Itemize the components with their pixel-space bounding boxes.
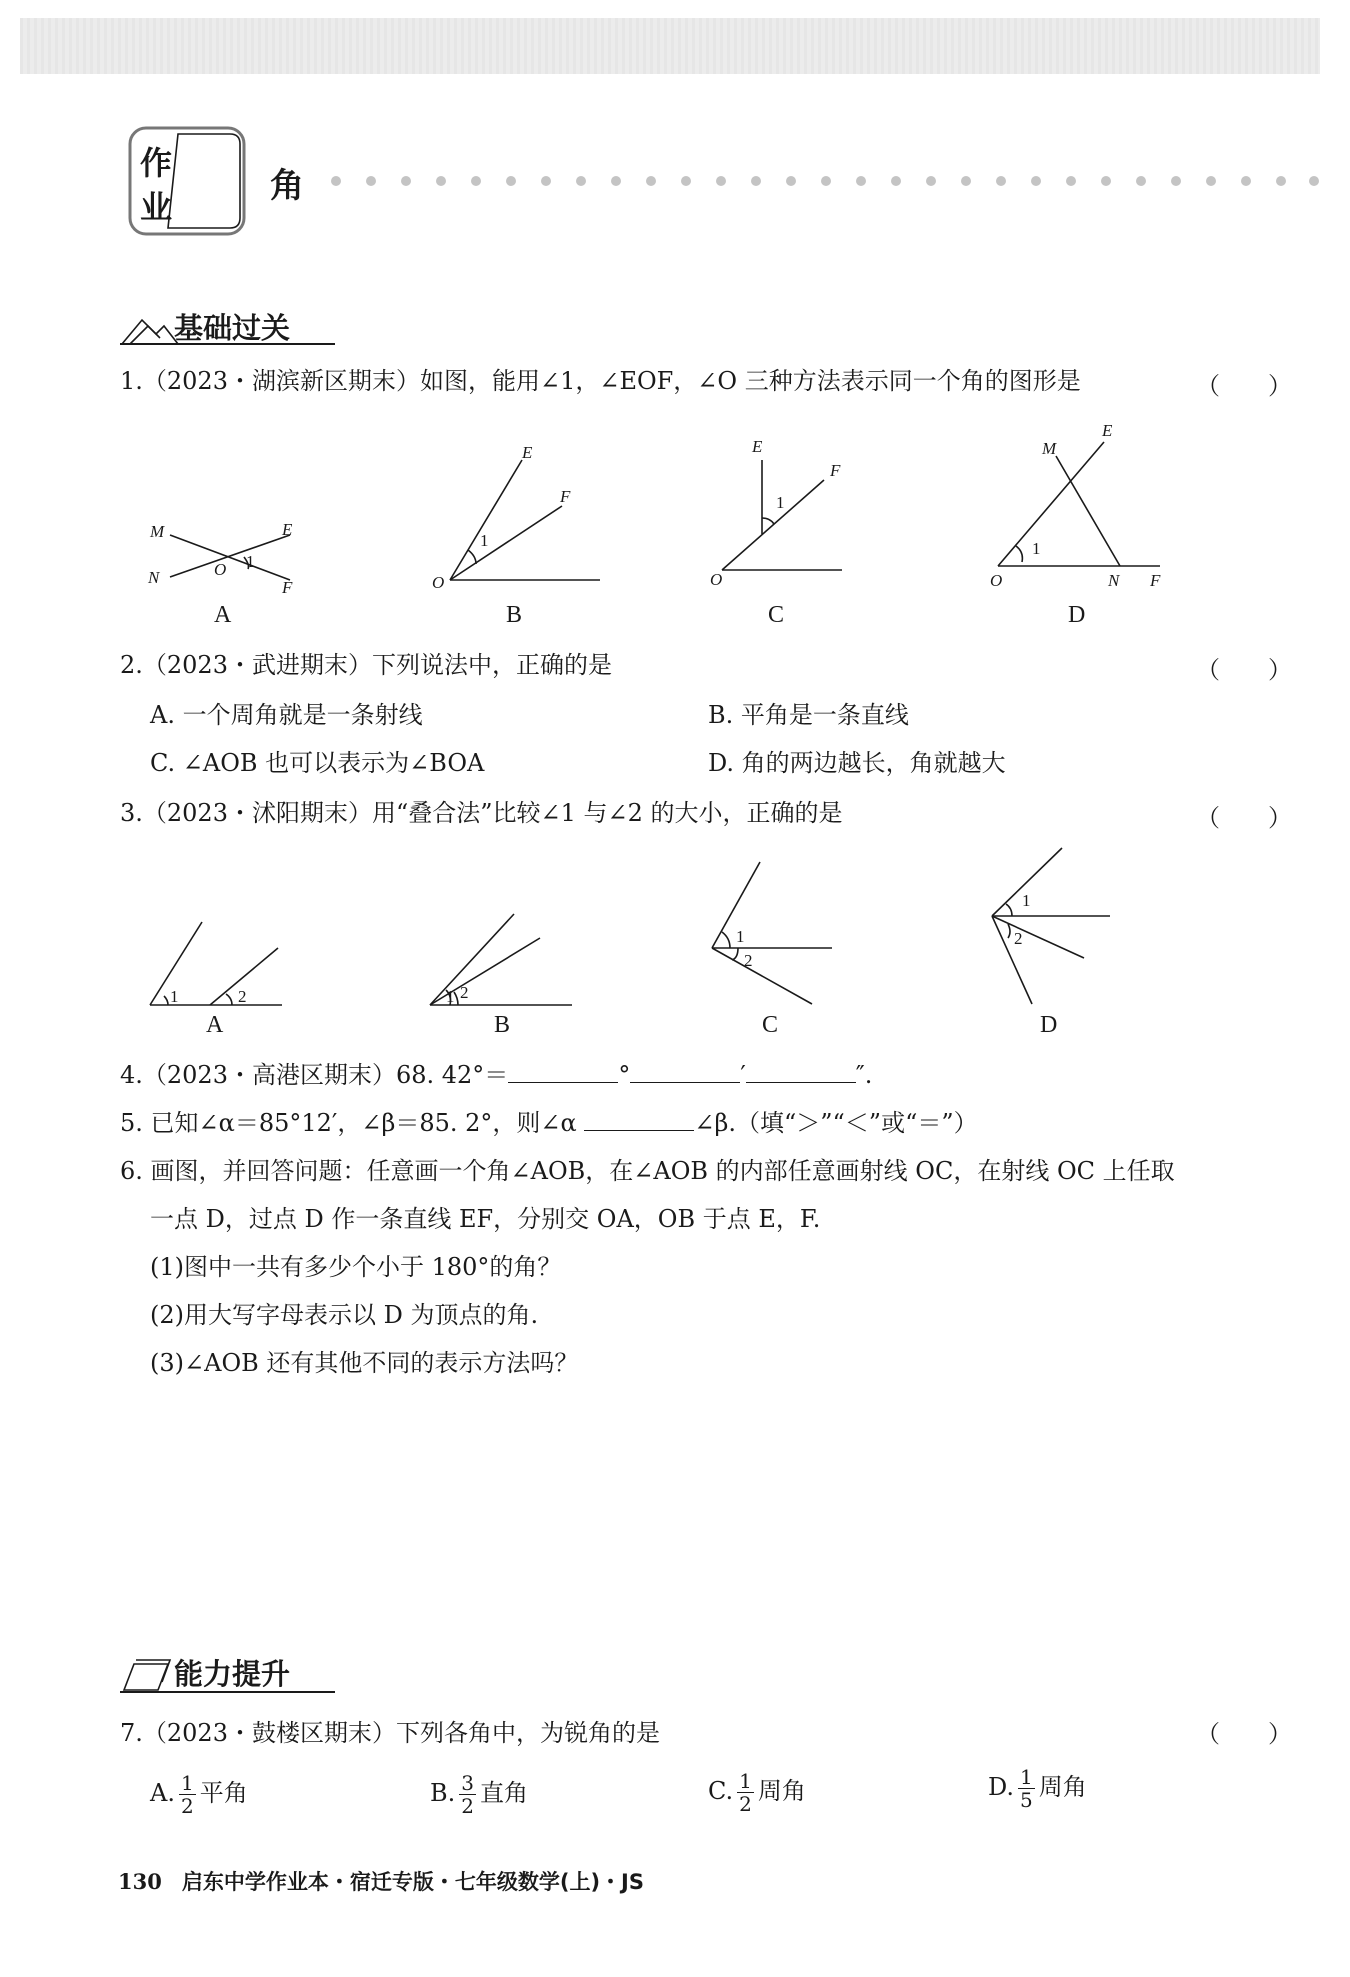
section-advanced-label: 能力提升 [174, 1657, 291, 1691]
q7-option-c: C. $\frac{1}{2}$ 周角 [708, 1769, 806, 1816]
q1b-label-1: 1 [480, 531, 489, 550]
page-footer [118, 1866, 644, 1896]
q1d-label-1: 1 [1032, 539, 1041, 558]
q3c-label-2: 2 [744, 951, 753, 970]
q2-text: 2.（2023・武进期末）下列说法中，正确的是 [120, 651, 612, 679]
q1c-label-1: 1 [776, 493, 785, 512]
badge-char-1: 作 [140, 144, 173, 182]
q1d-label-e: E [1102, 421, 1113, 440]
q2-option-b: B. 平角是一条直线 [708, 701, 909, 729]
badge-char-2: 业 [140, 188, 173, 226]
q1-label-a: A [214, 602, 232, 628]
scan-top-band [20, 18, 1320, 74]
q6-line-1: 6. 画图，并回答问题：任意画一个角∠AOB，在∠AOB 的内部任意画射线 OC，在射线 OC 上任取 [120, 1157, 1175, 1185]
section-underline [120, 342, 335, 348]
q1a-label-1: 1 [246, 552, 255, 571]
q1-label-d: D [1068, 602, 1086, 628]
q3d-label-2: 2 [1014, 929, 1023, 948]
q3b-label-2: 2 [460, 983, 469, 1002]
section-basic-label: 基础过关 [174, 311, 291, 345]
q2-option-c: C. ∠AOB 也可以表示为∠BOA [150, 749, 485, 777]
q3d-label-1: 1 [1022, 891, 1031, 910]
section-basic [120, 306, 340, 346]
q1b-label-e: E [522, 443, 533, 462]
q7-answer-paren: （ ） [1196, 1720, 1292, 1748]
q3b-label-1: 1 [446, 987, 455, 1006]
q4-minute-mark: ′ [740, 1061, 746, 1089]
q3-text: 3.（2023・沭阳期末）用“叠合法”比较∠1 与∠2 的大小，正确的是 [120, 799, 843, 827]
q1-figure-b [420, 440, 620, 600]
q1d-label-f: F [1150, 571, 1161, 590]
q7-option-a: A. $\frac{1}{2}$ 平角 [150, 1771, 248, 1818]
q1a-label-e: E [282, 520, 293, 539]
q7-option-d-fraction: $\frac{1}{5}$ [1020, 1765, 1033, 1812]
q3a-label-1: 1 [170, 987, 179, 1006]
badge-number: 46 [182, 167, 224, 202]
q6-line-2: 一点 D，过点 D 作一条直线 EF，分别交 OA，OB 于点 E，F. [150, 1205, 821, 1233]
q1b-label-o: O [432, 573, 445, 592]
q1a-label-f: F [282, 578, 293, 595]
title-dot-rule [330, 174, 1320, 188]
q2-option-d: D. 角的两边越长，角就越大 [708, 749, 1006, 777]
q1-text: 1.（2023・湖滨新区期末）如图，能用∠1，∠EOF，∠O 三种方法表示同一个角的图形是 [120, 367, 1081, 395]
q1c-label-f: F [830, 461, 841, 480]
q6-sub-3: (3)∠AOB 还有其他不同的表示方法吗？ [150, 1349, 579, 1377]
q1c-label-o: O [710, 570, 723, 589]
q1-label-c: C [768, 602, 785, 628]
q4-blank-degrees[interactable] [508, 1060, 618, 1083]
book-title: 启东中学作业本・宿迁专版・七年级数学(上)・JS [181, 1870, 644, 1894]
q7-option-c-fraction: $\frac{1}{2}$ [739, 1769, 752, 1816]
q5-line [120, 1108, 978, 1138]
q4-blank-minutes[interactable] [630, 1060, 740, 1083]
q3-label-a: A [206, 1012, 224, 1038]
section-book-icon [120, 1656, 180, 1692]
section-underline [120, 1690, 335, 1696]
q3-figure-a [140, 910, 290, 1010]
q3-label-c: C [762, 1012, 779, 1038]
q6-sub-1: (1)图中一共有多少个小于 180°的角？ [150, 1253, 562, 1281]
q2-answer-paren: （ ） [1196, 656, 1292, 684]
q7-option-d: D. $\frac{1}{5}$ 周角 [988, 1765, 1087, 1812]
section-advanced [120, 1652, 340, 1692]
q5-blank[interactable] [584, 1108, 694, 1131]
q2-option-a: A. 一个周角就是一条射线 [150, 701, 423, 729]
lesson-badge [128, 126, 246, 236]
q4-degree-mark: ° [618, 1061, 631, 1089]
page-number: 130 [118, 1869, 162, 1894]
q5-suffix: ∠β.（填“＞”“＜”或“＝”） [694, 1109, 978, 1137]
q1a-label-o: O [214, 560, 227, 579]
q7-option-a-fraction: $\frac{1}{2}$ [180, 1771, 194, 1818]
lesson-title: 角 [270, 166, 304, 206]
q3-label-d: D [1040, 1012, 1058, 1038]
q7-text: 7.（2023・鼓楼区期末）下列各角中，为锐角的是 [120, 1719, 660, 1747]
q1d-label-m: M [1042, 439, 1057, 458]
q1-figure-d [980, 420, 1180, 600]
q7-option-b: B. $\frac{3}{2}$ 直角 [430, 1771, 528, 1818]
q4-second-mark: ″. [855, 1061, 873, 1089]
q1c-label-e: E [752, 437, 763, 456]
q1-answer-paren: （ ） [1196, 372, 1292, 400]
q4-blank-seconds[interactable] [746, 1060, 856, 1083]
q1b-label-f: F [560, 487, 571, 506]
q7-option-b-fraction: $\frac{3}{2}$ [461, 1771, 474, 1818]
q6-sub-2: (2)用大写字母表示以 D 为顶点的角. [150, 1301, 539, 1329]
q1-label-b: B [506, 602, 523, 628]
q1-figure-c [700, 430, 880, 600]
q1a-label-m: M [150, 522, 165, 541]
q3-label-b: B [494, 1012, 511, 1038]
q1a-label-n: N [148, 568, 160, 587]
q3-answer-paren: （ ） [1196, 804, 1292, 832]
q3c-label-1: 1 [736, 927, 745, 946]
q4-line [120, 1060, 872, 1090]
q1-figure-a [140, 505, 310, 595]
q3-figure-c [700, 858, 850, 1008]
q4-prefix: 4.（2023・高港区期末）68. 42°＝ [120, 1061, 509, 1089]
q3a-label-2: 2 [238, 987, 247, 1006]
q5-prefix: 5. 已知∠α＝85°12′，∠β＝85. 2°，则∠α [120, 1109, 577, 1137]
section-mountain-icon [120, 312, 180, 346]
q1d-label-o: O [990, 571, 1003, 590]
q1d-label-n: N [1108, 571, 1120, 590]
q3-figure-d [980, 846, 1130, 1006]
q3-figure-b [420, 900, 580, 1010]
